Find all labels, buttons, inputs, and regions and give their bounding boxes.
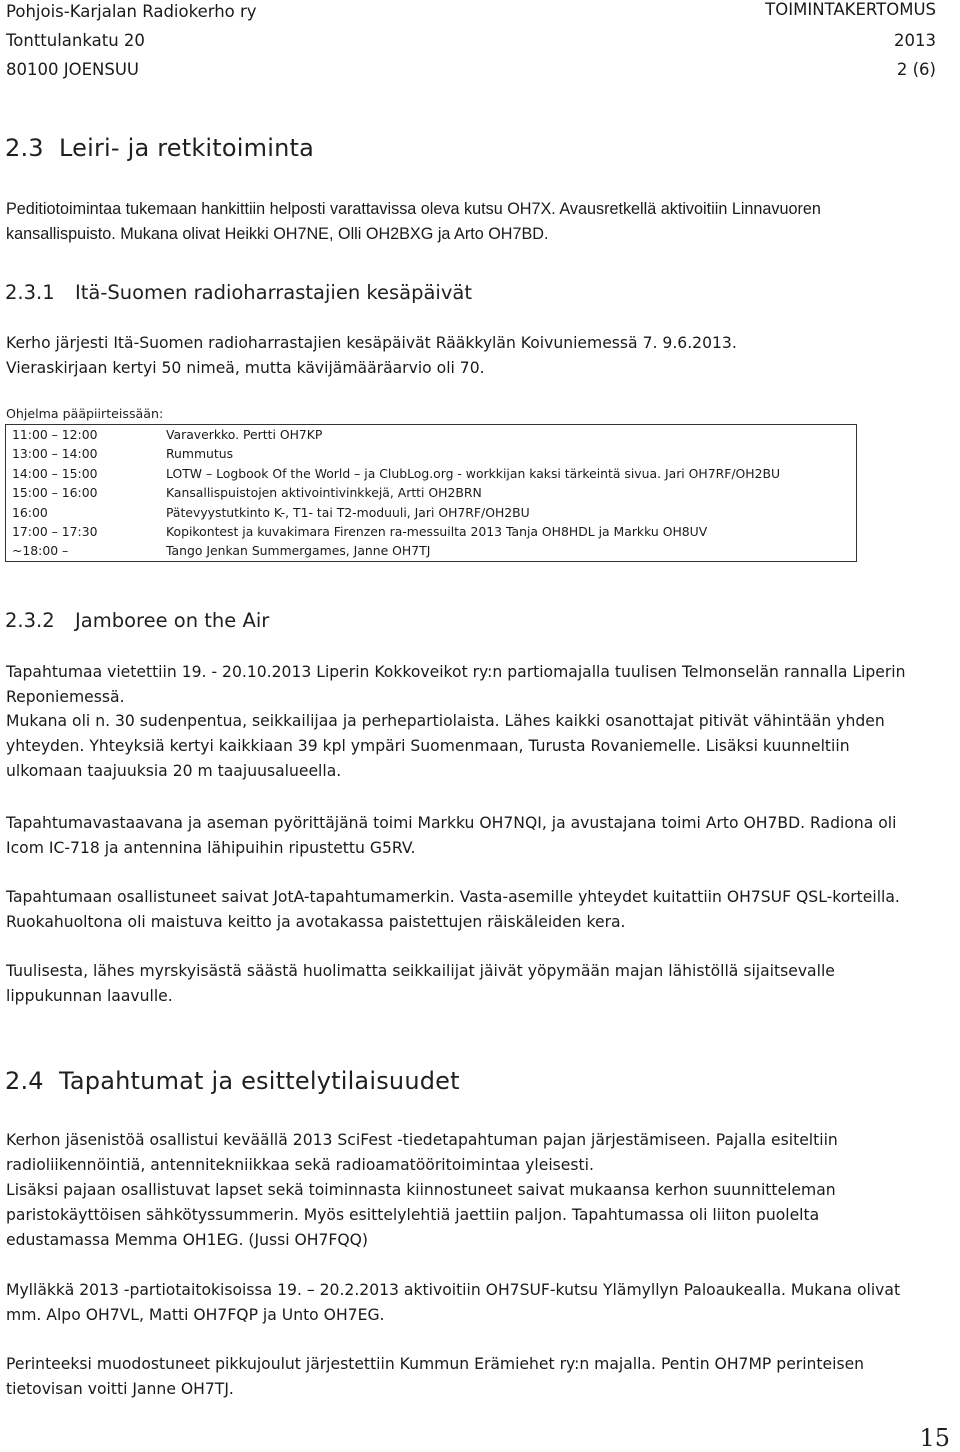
- program-time: 15:00 – 16:00: [12, 485, 98, 501]
- doc-title: TOIMINTAKERTOMUS: [765, 0, 936, 19]
- page-header: [0, 0, 960, 90]
- program-description: Tango Jenkan Summergames, Janne OH7TJ: [166, 543, 431, 559]
- section-title: Leiri- ja retkitoiminta: [59, 134, 315, 162]
- section-2-3-1-line2: Vieraskirjaan kertyi 50 nimeä, mutta kävijämääräarvio oli 70.: [6, 359, 485, 377]
- doc-page: 2 (6): [896, 60, 936, 79]
- section-title: Tapahtumat ja esittelytilaisuudet: [59, 1067, 460, 1095]
- program-description: Pätevyystutkinto K-, T1- tai T2-moduuli, Jari OH7RF/OH2BU: [166, 504, 530, 520]
- section-number: 2.4: [5, 1067, 44, 1095]
- section-2-3-1-heading: [5, 281, 472, 304]
- program-time: ~18:00 –: [12, 543, 69, 559]
- doc-year: 2013: [894, 31, 936, 50]
- program-time: 14:00 – 15:00: [12, 465, 98, 481]
- section-title: Jamboree on the Air: [75, 609, 270, 632]
- section-2-3-1-line1: Kerho järjesti Itä-Suomen radioharrastajien kesäpäivät Rääkkylän Koivuniemessä 7. 9.6.2013.: [6, 334, 737, 352]
- org-city: 80100 JOENSUU: [6, 60, 139, 79]
- org-name: Pohjois-Karjalan Radiokerho ry: [6, 2, 257, 21]
- section-number: 2.3.2: [5, 609, 55, 632]
- program-description: LOTW – Logbook Of the World – ja ClubLog.org - workkijan kaksi tärkeintä sivua. Jari OH7RF/OH2BU: [166, 465, 781, 481]
- section-number: 2.3.1: [5, 281, 55, 304]
- section-title: Itä-Suomen radioharrastajien kesäpäivät: [75, 281, 472, 304]
- jota-paragraph-5: Tuulisesta, lähes myrskyisästä säästä huolimatta seikkailijat jäivät yöpymään majan lähistöllä sijaitsevalle lippukunnan laavulle.: [6, 962, 835, 1005]
- program-row: [6, 522, 857, 541]
- jota-paragraph-3: Tapahtumavastaavana ja aseman pyörittäjänä toimi Markku OH7NQI, ja avustajana toimi Arto OH7BD. Radiona oli Icom IC-718 ja antennina lähipuihin ripustettu G5RV.: [6, 814, 897, 857]
- events-paragraph-4: Perinteeksi muodostuneet pikkujoulut järjestettiin Kummun Erämiehet ry:n majalla. Pentin OH7MP perinteisen tietovisan voitti Janne OH7TJ.: [6, 1355, 865, 1398]
- program-table: [5, 424, 857, 562]
- program-description: Varaverkko. Pertti OH7KP: [166, 427, 323, 442]
- program-row: [6, 503, 857, 522]
- program-time: 17:00 – 17:30: [12, 524, 98, 540]
- program-row: [6, 425, 857, 445]
- page-number: 15: [919, 1424, 950, 1452]
- program-row: [6, 483, 857, 502]
- section-2-3-heading: [5, 134, 314, 162]
- program-row: [6, 444, 857, 463]
- program-description: Rummutus: [166, 446, 234, 462]
- program-time: 16:00: [12, 504, 48, 520]
- jota-paragraph-2: Mukana oli n. 30 sudenpentua, seikkailijaa ja perhepartiolaista. Lähes kaikki osanottajat pitivät vähintään yhden yhteyden. Yhteyksiä kertyi kaikkiaan 39 kpl ympäri Suomenmaan, Turusta Rovaniemelle. Lisäksi kuunneltiin ulkomaan taajuuksia 20 m taajuusalueella.: [6, 712, 885, 780]
- section-number: 2.3: [5, 134, 44, 162]
- org-street: Tonttulankatu 20: [6, 31, 145, 50]
- program-row: [6, 541, 857, 561]
- program-time: 11:00 – 12:00: [12, 427, 98, 442]
- section-2-3-paragraph: Peditiotoimintaa tukemaan hankittiin helposti varattavissa oleva kutsu OH7X. Avausretkellä aktivoitiin Linnavuoren kansallispuisto. Mukana olivat Heikki OH7NE, Olli OH2BXG ja Arto OH7BD.: [6, 200, 821, 243]
- jota-paragraph-1: Tapahtumaa vietettiin 19. - 20.10.2013 Liperin Kokkoveikot ry:n partiomajalla tuulisen Telmonselän rannalla Liperin Reponiemessä.: [6, 663, 906, 706]
- program-row: [6, 464, 857, 483]
- program-description: Kansallispuistojen aktivointivinkkejä, Artti OH2BRN: [166, 485, 482, 501]
- section-2-3-2-heading: [5, 609, 269, 632]
- program-description: Kopikontest ja kuvakimara Firenzen ra-messuilta 2013 Tanja OH8HDL ja Markku OH8UV: [166, 524, 708, 540]
- program-time: 13:00 – 14:00: [12, 446, 98, 462]
- events-paragraph-2: Lisäksi pajaan osallistuvat lapset sekä toiminnasta kiinnostuneet saivat mukaansa kerhon suunnitteleman paristokäyttöisen sähkötyssummerin. Myös esittelylehtiä jaettiin paljon. Tapahtumassa oli liiton puolelta edustamassa Memma OH1EG. (Jussi OH7FQQ): [6, 1181, 836, 1249]
- jota-paragraph-4: Tapahtumaan osallistuneet saivat JotA-tapahtumamerkin. Vasta-asemille yhteydet kuitattiin OH7SUF QSL-korteilla. Ruokahuoltona oli maistuva keitto ja avotakassa paistettujen räiskäleiden kera.: [6, 888, 900, 931]
- section-2-4-heading: [5, 1067, 460, 1095]
- events-paragraph-3: Mylläkkä 2013 -partiotaitokisoissa 19. – 20.2.2013 aktivoitiin OH7SUF-kutsu Ylämyllyn Paloaukealla. Mukana olivat mm. Alpo OH7VL, Matti OH7FQP ja Unto OH7EG.: [6, 1281, 901, 1324]
- program-label: Ohjelma pääpiirteissään:: [6, 406, 164, 421]
- events-paragraph-1: Kerhon jäsenistöä osallistui keväällä 2013 SciFest -tiedetapahtuman pajan järjestämiseen. Pajalla esiteltiin radioliikennöintiä, antennitekniikkaa sekä radioamatööritoimintaa yleisesti.: [6, 1131, 838, 1174]
